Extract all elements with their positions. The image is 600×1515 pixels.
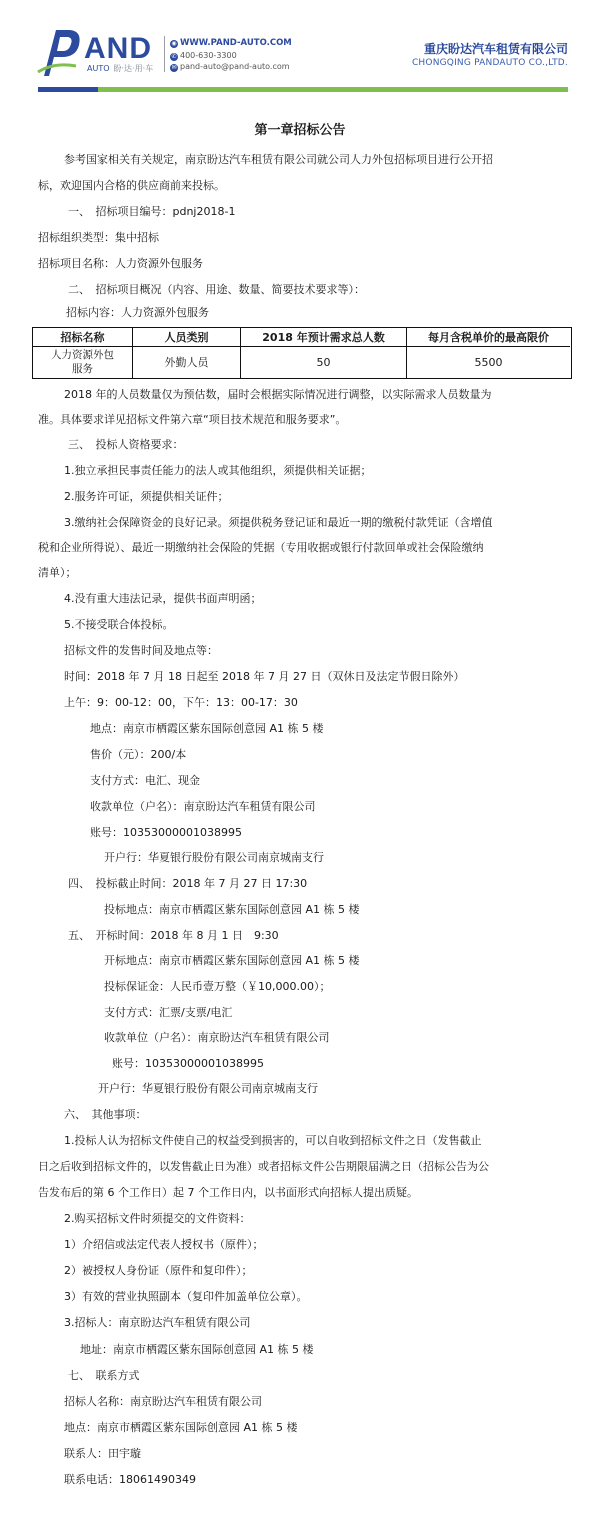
page-title: 第一章招标公告 <box>254 123 346 138</box>
section-5-heading: 五、 开标时间：2018 年 8 月 1 日 9:30 <box>68 929 279 942</box>
qualification-item: 1.独立承担民事责任能力的法人或其他组织，须提供相关证据； <box>64 464 372 477</box>
phone-number: 400-630-3300 <box>180 51 237 60</box>
qualification-item: 清单）； <box>38 566 77 579</box>
table-cell-name <box>33 347 133 378</box>
website-line <box>170 38 292 48</box>
table-header-cell: 每月含税单价的最高限价 <box>407 328 570 347</box>
bid-place: 投标地点：南京市栖霞区紫东国际创意园 A1 栋 5 楼 <box>104 903 360 916</box>
sale-bank: 开户行：华夏银行股份有限公司南京城南支行 <box>104 851 324 864</box>
contact-phone: 联系电话：18061490349 <box>64 1473 196 1486</box>
section-3-heading: 三、 投标人资格要求： <box>68 438 184 451</box>
header-bar-blue <box>38 87 98 92</box>
table-header-cell: 2018 年预计需求总人数 <box>241 328 407 347</box>
table-cell-text: 人力资源外包 <box>51 349 114 361</box>
logo-sub-cn: 盼·达·用·车 <box>113 64 154 73</box>
document-item: 3）有效的营业执照副本（复印件加盖单位公章）。 <box>64 1290 308 1303</box>
logo-subtitle <box>87 64 153 74</box>
other-item: 告发布后的第 6 个工作日）起 7 个工作日内，以书面形式向招标人提出质疑。 <box>38 1186 418 1199</box>
document-item: 1）介绍信或法定代表人授权书（原件）； <box>64 1238 264 1251</box>
website-link[interactable]: WWW.PAND-AUTO.COM <box>180 38 292 48</box>
table-header-cell: 招标名称 <box>33 328 133 347</box>
sale-heading: 招标文件的发售时间及地点等： <box>64 644 218 657</box>
logo-wordmark: AND <box>84 32 152 65</box>
sale-place: 地点：南京市栖霞区紫东国际创意园 A1 栋 5 楼 <box>90 722 324 735</box>
sale-time: 时间：2018 年 7 月 18 日起至 2018 年 7 月 27 日（双休日及法定节假日除外） <box>64 670 465 683</box>
pand-logo-icon <box>36 26 82 78</box>
section-6-heading: 六、 其他事项： <box>64 1108 147 1121</box>
qualification-item: 3.缴纳社会保障资金的良好记录。须提供税务登记证和最近一期的缴税付款凭证（含增值 <box>64 516 493 529</box>
bid-deposit: 投标保证金：人民币壹万整（￥10,000.00）； <box>104 980 331 993</box>
opening-place: 开标地点：南京市栖霞区紫东国际创意园 A1 栋 5 楼 <box>104 954 360 967</box>
table-cell-text: 服务 <box>72 363 93 375</box>
table-header-cell: 人员类别 <box>133 328 241 347</box>
email-link[interactable]: pand-auto@pand-auto.com <box>180 62 290 71</box>
table-cell-count: 50 <box>241 347 407 378</box>
contact-person: 联系人：田宇璇 <box>64 1447 141 1460</box>
intro-line: 参考国家相关有关规定，南京盼达汽车租赁有限公司就公司人力外包招标项目进行公开招 <box>64 153 493 166</box>
globe-icon: ◉ <box>171 40 177 47</box>
qualification-item: 税和企业所得说）、最近一期缴纳社会保险的凭据（专用收据或银行付款回单或社会保险缴纳 <box>38 541 484 554</box>
logo-sub-en: AUTO <box>87 64 110 73</box>
tenderer-address: 地址：南京市栖霞区紫东国际创意园 A1 栋 5 楼 <box>80 1343 314 1356</box>
qualification-item: 5.不接受联合体投标。 <box>64 618 174 631</box>
deposit-bank: 开户行：华夏银行股份有限公司南京城南支行 <box>98 1082 318 1095</box>
contact-company: 招标人名称：南京盼达汽车租赁有限公司 <box>64 1395 262 1408</box>
qualification-item: 4.没有重大违法记录，提供书面声明函； <box>64 592 262 605</box>
company-name-en: CHONGQING PANDAUTO CO.,LTD. <box>411 58 568 68</box>
section-1-heading: 一、 招标项目编号：pdnj2018-1 <box>68 205 236 218</box>
deposit-account: 账号：10353000001038995 <box>112 1057 264 1070</box>
deposit-payment: 支付方式：汇票/支票/电汇 <box>104 1006 233 1019</box>
note-line: 准。具体要求详见招标文件第六章“项目技术规范和服务要求”。 <box>38 413 347 426</box>
header-divider <box>164 36 165 72</box>
letterhead <box>0 0 600 96</box>
org-type: 招标组织类型：集中招标 <box>38 231 159 244</box>
intro-line: 标，欢迎国内合格的供应商前来投标。 <box>38 179 225 192</box>
header-bar-green <box>98 87 568 92</box>
sale-payee: 收款单位（户名）：南京盼达汽车租赁有限公司 <box>90 800 316 813</box>
sale-account: 账号：10353000001038995 <box>90 826 242 839</box>
table-cell-price: 5500 <box>474 356 503 369</box>
note-line: 2018 年的人员数量仅为预估数，届时会根据实际情况进行调整，以实际需求人员数量为 <box>64 388 492 401</box>
mail-icon: ✉ <box>171 64 177 71</box>
other-item: 1.投标人认为招标文件使自己的权益受到损害的，可以自收到招标文件之日（发售截止 <box>64 1134 482 1147</box>
sale-hours: 上午：9：00-12：00，下午：13：00-17：30 <box>64 696 298 709</box>
sale-payment: 支付方式：电汇、现金 <box>90 774 200 787</box>
other-item: 3.招标人：南京盼达汽车租赁有限公司 <box>64 1316 251 1329</box>
document-item: 2）被授权人身份证（原件和复印件）； <box>64 1264 253 1277</box>
phone-line <box>170 51 237 61</box>
project-name: 招标项目名称：人力资源外包服务 <box>38 257 203 270</box>
phone-icon: ✆ <box>171 53 177 60</box>
company-name-cn: 重庆盼达汽车租赁有限公司 <box>423 42 568 56</box>
sale-price: 售价（元）：200/本 <box>90 748 187 761</box>
other-item: 2.购买招标文件时须提交的文件资料： <box>64 1212 251 1225</box>
bid-content: 招标内容：人力资源外包服务 <box>66 306 209 319</box>
bid-table <box>32 327 572 379</box>
deposit-payee: 收款单位（户名）：南京盼达汽车租赁有限公司 <box>104 1031 330 1044</box>
section-4-heading: 四、 投标截止时间：2018 年 7 月 27 日 17:30 <box>68 877 308 890</box>
table-cell-category: 外勤人员 <box>133 347 241 378</box>
other-item: 日之后收到招标文件的，以发售截止日为准）或者招标文件公告期限届满之日（招标公告为公 <box>38 1160 489 1173</box>
qualification-item: 2.服务许可证，须提供相关证件； <box>64 490 229 503</box>
contact-place: 地点：南京市栖霞区紫东国际创意园 A1 栋 5 楼 <box>64 1421 298 1434</box>
email-line <box>170 62 290 72</box>
section-7-heading: 七、 联系方式 <box>68 1369 140 1382</box>
section-2-heading: 二、 招标项目概况（内容、用途、数量、简要技术要求等）： <box>68 283 365 296</box>
